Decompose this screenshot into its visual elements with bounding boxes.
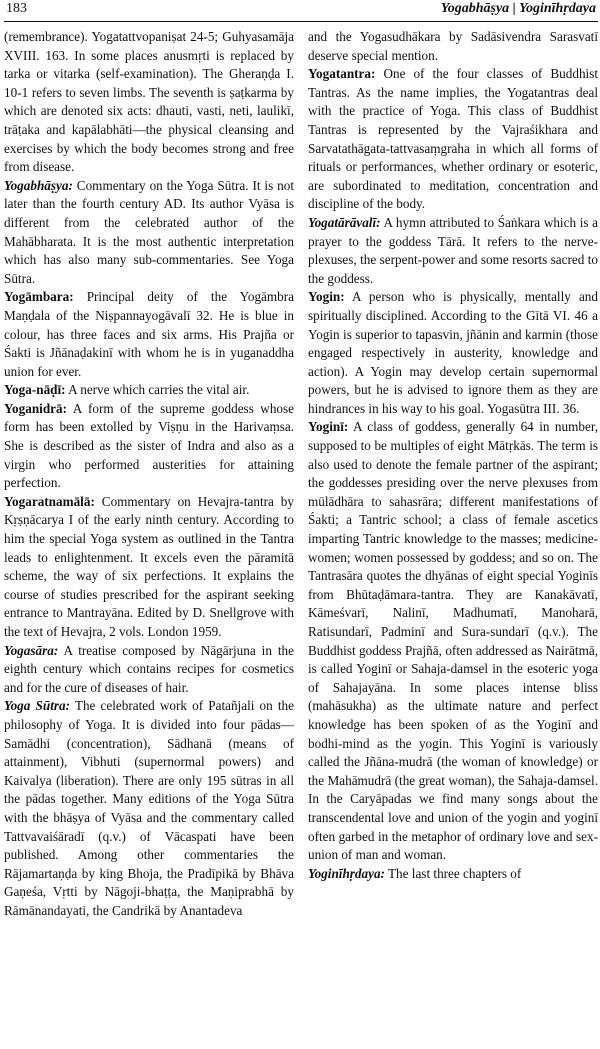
dictionary-entry [308, 214, 598, 288]
dictionary-entry [308, 28, 598, 65]
dictionary-entry [4, 288, 294, 381]
entry-text: Commentary on the Yoga Sūtra. It is not later than the fourth century AD. Its author Vyāsa is different from the celebrated author of the Mahābharata. It is the most authentic interpretation which has also many sub-commentaries. See Yoga Sūtra. [4, 177, 294, 286]
dictionary-entry [308, 65, 598, 214]
entry-headword: Yoginī: [308, 419, 349, 435]
entry-headword: Yoganidrā: [4, 400, 68, 416]
left-column [4, 28, 294, 921]
dictionary-entry [4, 381, 294, 400]
entry-headword: Yogatantra: [308, 66, 376, 82]
dictionary-entry [4, 697, 294, 920]
entry-text: A nerve which carries the vital air. [65, 382, 250, 398]
text-columns [4, 28, 598, 921]
dictionary-entry [4, 28, 294, 177]
entry-headword: Yoga-nāḍī: [4, 382, 66, 398]
entry-headword: Yogatārāvalī: [308, 214, 381, 230]
entry-headword: Yogabhāṣya: [4, 177, 73, 193]
running-head: Yogabhāṣya | Yoginīhṛdaya [440, 1, 596, 16]
entry-text: A form of the supreme goddess whose form has been extolled by Viṣṇu in the Harivaṃsa. She is described as the sister of Indra and also as a virgin who performed austerities for attaining perfection. [4, 400, 294, 491]
entry-text: Commentary on Hevajra-tantra by Kṛṣṇācarya I of the early ninth century. According to him the special Yoga system as outlined in the Tantra leads to enlightenment. It excels even the pāramitā scheme, the way of six perfections. It explains the course of studies prescribed for the aspirant seeking entrance to Mantrayāna. Edited by D. Snellgrove with the text of Hevajra, 2 vols. London 1959. [4, 493, 294, 639]
entry-text: The celebrated work of Patañjali on the philosophy of Yoga. It is divided into four pādas—Samādhi (concentration), Sādhanā (means of attainment), Vibhuti (supernormal powers) and Kaivalya (liberation). There are only 195 sūtras in all the pādas together. Many editions of the Yoga Sūtra with the bhāṣya of Vyāsa and the commentary called Tattvavaiśāradī (q.v.) of Vācaspati have been published. Among other commentaries the Rājamartaṇḍa by king Bhoja, the Pradīpikā by Bhāva Gaṇeśa, Vṛtti by Nāgoji-bhaṭṭa, the Maṇiprabhā by Rāmānandayati, the Candrikā by Anantadeva [4, 698, 295, 918]
entry-headword: Yoga Sūtra: [4, 698, 70, 714]
entry-headword: Yogasāra: [4, 642, 59, 658]
right-column [308, 28, 598, 921]
entry-headword: Yogāmbara: [4, 289, 74, 305]
entry-text: A treatise composed by Nāgārjuna in the eighth century which contains recipes for cosmetics and for the cure of diseases of hair. [4, 642, 294, 695]
dictionary-entry [308, 865, 598, 884]
dictionary-entry [4, 642, 294, 698]
dictionary-entry [4, 493, 294, 642]
entry-text: and the Yogasudhākara by Sadāsivendra Sarasvatī deserve special mention. [308, 29, 598, 63]
entry-headword: Yoginīhṛdaya: [308, 865, 385, 881]
entry-text: One of the four classes of Buddhist Tantras. As the name implies, the Yogatantras deal with the practice of Yoga. This class of Buddhist Tantras is represented by the Vajraśikhara and Sarvatathāgata-tattvasaṃgraha in which all forms of rituals or performances, whether ordinary or esoteric, are subordinated to meditation, concentration and discipline of the body. [308, 66, 598, 212]
header-rule [4, 21, 598, 22]
entry-text: A person who is physically, mentally and spiritually disciplined. According to the Gītā VI. 46 a Yogin is superior to tapasvin, jñānin and karmin (those engaged respectively in austerity, knowledge and action). A Yogin may develop certain supernormal powers, but he is advised to ignore them as they are hindrances in his way to his goal. Yogasūtra III. 36. [308, 289, 598, 416]
entry-headword: Yogaratnamālā: [4, 493, 95, 509]
page-header [4, 0, 598, 21]
dictionary-entry [4, 177, 294, 289]
entry-headword: Yogin: [308, 289, 345, 305]
page-number: 183 [6, 1, 27, 16]
entry-text: (remembrance). Yogatattvopaniṣat 24-5; Guhyasamāja XVIII. 163. In some places anusmṛti is replaced by tarka or vitarka (self-examination). The Gheraṇḍa I. 10-1 refers to seven limbs. The seventh is ṣaṭkarma by which are denoted six acts: dhauti, vasti, neti, laulikī, trāṭaka and kapālabhāti—the physical cleansing and exercises by which the body becomes strong and free from disease. [4, 29, 294, 175]
dictionary-entry [308, 418, 598, 864]
dictionary-entry [308, 288, 598, 418]
entry-text: A class of goddess, generally 64 in number, supposed to be multiples of eight Mātṛkās. The term is also used to denote the female partner of the aspirant; the goddesses presiding over the nerve plexuses from mūlādhāra to sahasrāra; different manifestations of Śakti; a Tantric school; a class of female ascetics imparting Tantric knowledge to the masses; medicine-women; women possessed by goddess; and so on. The Tantrasāra quotes the dhyānas of eight special Yoginīs from Bhūtaḍāmara-tantra. They are Kanakāvatī, Kāmeśvarī, Nalinī, Madhumatī, Manoharā, Ratisundarī, Padminī and Sura-sundarī (q.v.). The Buddhist goddess Prajñā, often addressed as Nairātmā, is called Yoginī or Sahaja-damsel in the esoteric yoga of Sahajayāna. In some places intense bliss (mahāsukha) as the ultimate nature and perfect knowledge has been spoken of as the Yoginī and bodhi-mind as the yogin. This Yoginī is variously called the Jñāna-mudrā (the woman of knowledge) or the Mahāmudrā (the great woman), the Sahaja-damsel. In the Caryāpadas we find many songs about the transcendental love and union of the yogin and yoginī often garbed in the metaphor of ordinary love and sex-union of man and woman. [308, 419, 598, 863]
entry-text: Principal deity of the Yogāmbra Maṇḍala of the Niṣpannayogāvalī 32. He is blue in colour, has three faces and six arms. His Prajña or Śakti is Jñānaḍakinī with whom he is in yuganaddha union for ever. [4, 289, 294, 379]
dictionary-entry [4, 400, 294, 493]
entry-text: A hymn attributed to Śaṅkara which is a prayer to the goddess Tārā. It refers to the nerve-plexuses, the serpent-power and some resorts sacred to the goddess. [308, 214, 598, 286]
entry-text: The last three chapters of [384, 865, 522, 881]
